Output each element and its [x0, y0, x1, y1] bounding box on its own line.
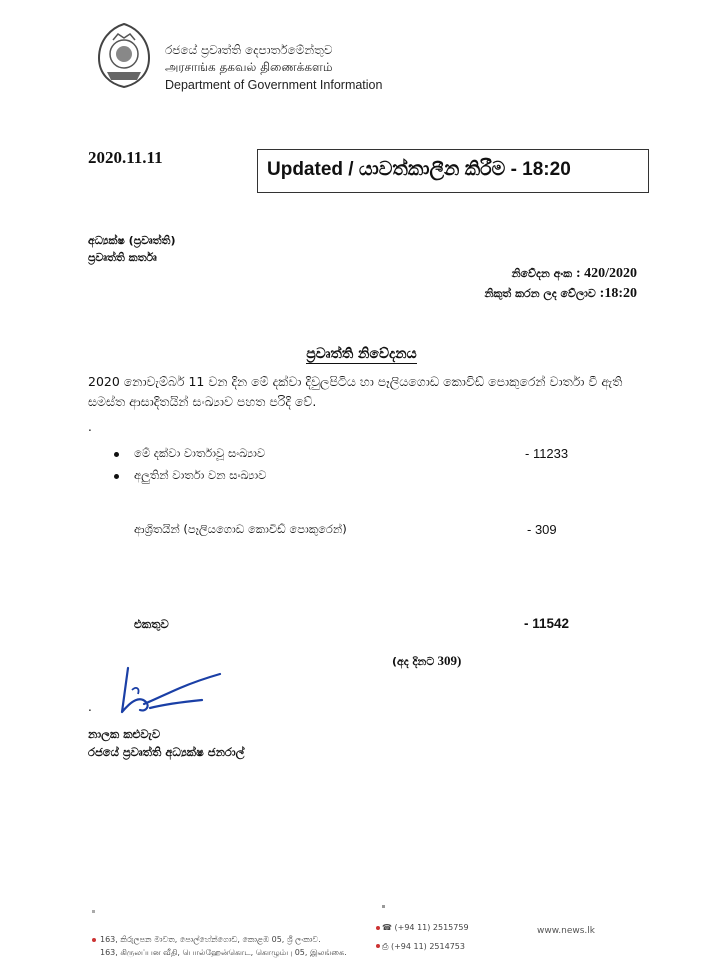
- footer-bullet: [376, 944, 380, 948]
- document-date: 2020.11.11: [88, 148, 163, 167]
- footer-website[interactable]: www.news.lk: [537, 926, 595, 936]
- today-note: [392, 653, 461, 669]
- footer-mark: [382, 905, 385, 908]
- signatory-name: නාලක කළුවැව: [88, 727, 161, 741]
- footer-address-sinhala: 163, කිරුලපන මාවත, පොල්හේන්ගොඩ, කොළඹ 05, ශ්‍රී ලංකාව.: [100, 935, 321, 944]
- from-director: අධ්‍යක්ෂ (ප්‍රවෘත්ති): [88, 234, 176, 247]
- footer-fax-value: (+94 11) 2514753: [390, 942, 465, 951]
- today-note-open: (අද දිනට: [392, 655, 435, 668]
- government-emblem-icon: [93, 20, 155, 90]
- list-item-reported-value: - 11233: [525, 446, 569, 461]
- total-label: එකතුව: [134, 617, 169, 631]
- from-editor: ප්‍රවෘත්ති කර්තෘ: [88, 251, 157, 264]
- total-value: - 11542: [524, 616, 570, 631]
- reference-number: [512, 266, 637, 282]
- dependents-label: ආශ්‍රිතයින් (පෑලියගොඩ කොවිඩ් පොකුරෙන්): [134, 522, 347, 536]
- signature-image: [110, 660, 230, 730]
- update-banner-text: Updated / යාවත්කාලීන කිරීම - 18:20: [267, 159, 571, 180]
- bullet-marker: [114, 452, 119, 457]
- footer-phone-value: (+94 11) 2515759: [394, 923, 469, 932]
- stray-dot: .: [88, 420, 92, 434]
- document-title: [0, 343, 723, 362]
- header-tamil: அரசாங்க தகவல் திணைக்களம்: [165, 60, 333, 74]
- footer-mark: [92, 910, 95, 913]
- header-english: Department of Government Information: [165, 78, 383, 92]
- footer-bullet: [92, 938, 96, 942]
- list-item-reported-label: මේ දක්වා වාර්තාවූ සංඛ්‍යාව: [134, 446, 266, 460]
- today-note-number: 309): [434, 653, 462, 668]
- signature-dot: .: [88, 700, 92, 714]
- list-item-new-label: අලුතින් වාර්තා වන සංඛ්‍යාව: [134, 468, 267, 482]
- dependents-value: - 309: [527, 522, 557, 537]
- intro-paragraph: 2020 නොවැම්බර් 11 වන දින මේ දක්වා දිවුලපිටිය හා පෑලියගොඩ කොවිඩ් පොකුරෙන් වාර්තා වී ඇති සමස්ත ආසාදිතයින් සංඛ්‍යාව පහත පරිදි වේ.: [88, 374, 623, 409]
- bullet-marker: [114, 474, 119, 479]
- reference-number-value: : 420/2020: [575, 266, 637, 281]
- issued-time-value: :18:20: [599, 286, 637, 301]
- header-sinhala: රජයේ ප්‍රවෘත්ති දෙපාර්තමේන්තුව: [165, 43, 333, 57]
- footer-fax: ⎙ (+94 11) 2514753: [382, 942, 465, 951]
- issued-time-label: නිකුත් කරන ලද වේලාව: [484, 287, 596, 300]
- footer-phone: ☎ (+94 11) 2515759: [382, 923, 469, 932]
- footer-address-tamil: 163, கிருலப்பன வீதி, பொல்ஹேன்கொட, கொழும்பு 05, இலங்கை.: [100, 948, 347, 957]
- footer-bullet: [376, 926, 380, 930]
- reference-number-label: නිවේදන අංක: [511, 267, 573, 280]
- issued-time: [484, 286, 637, 302]
- signatory-title: රජයේ ප්‍රවෘත්ති අධ්‍යක්ෂ ජනරාල්: [88, 745, 245, 759]
- document-title-text: ප්‍රවෘත්ති නිවේදනය: [306, 346, 417, 362]
